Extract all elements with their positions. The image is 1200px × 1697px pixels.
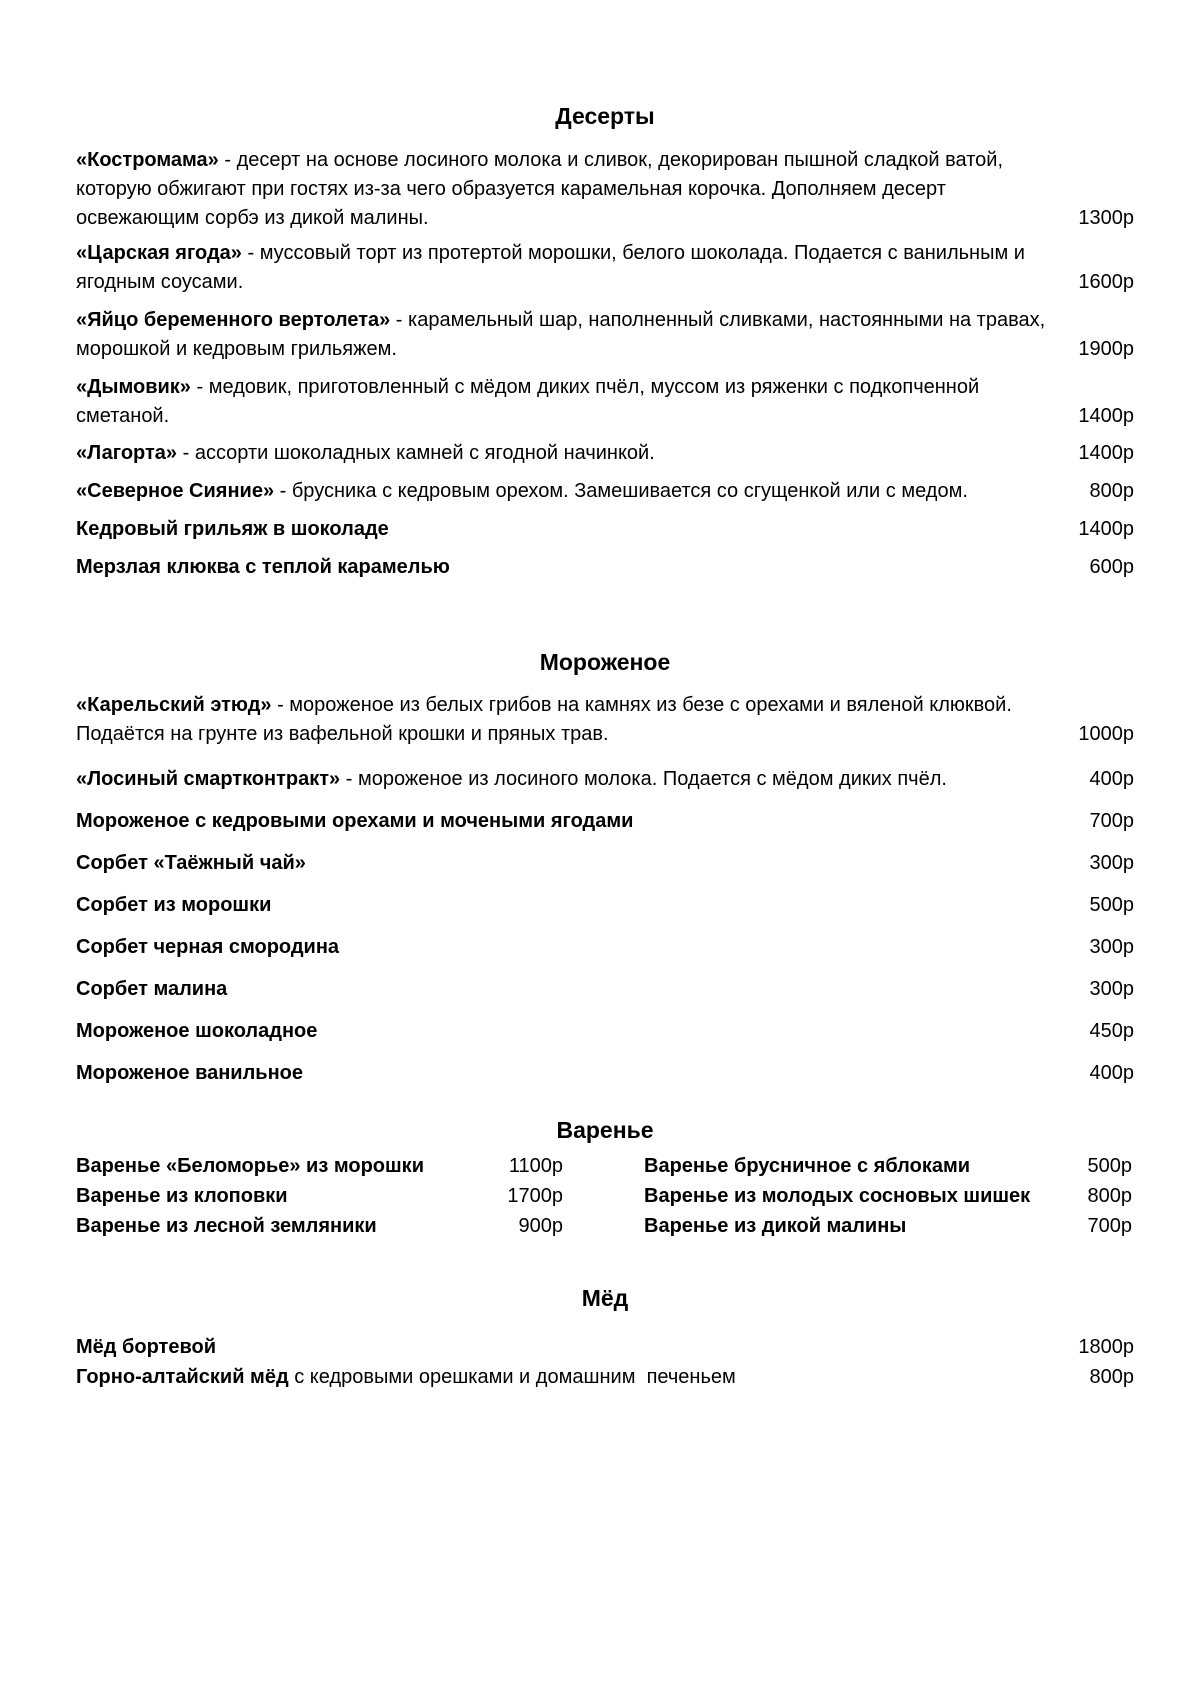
menu-item	[76, 146, 1134, 233]
jam-name: Варенье из клоповки	[76, 1185, 288, 1207]
jam-price: 700р	[1087, 1215, 1132, 1237]
jam-row	[76, 1151, 1134, 1181]
item-price: 800р	[1089, 1366, 1134, 1388]
item-name: Сорбет малина	[76, 978, 228, 1000]
menu-item	[76, 891, 1134, 920]
item-description: - мороженое из лосиного молока. Подается с мёдом диких пчёл.	[340, 768, 947, 790]
item-name: «Лосиный смартконтракт»	[76, 768, 341, 790]
item-price: 700р	[1089, 810, 1134, 832]
menu-item	[76, 691, 1134, 749]
item-name: Сорбет «Таёжный чай»	[76, 852, 306, 874]
item-description: - карамельный шар, наполненный сливками, настоянными на травах, морошкой и кедровым грильяжем.	[76, 309, 1046, 360]
item-name: «Царская ягода»	[76, 242, 242, 264]
jam-name: Варенье из дикой малины	[644, 1215, 907, 1237]
item-name: Мерзлая клюква с теплой карамелью	[76, 556, 450, 578]
item-description: - медовик, приготовленный с мёдом диких пчёл, муссом из ряженки с подкопченной сметаной.	[76, 376, 980, 427]
jam-name: Варенье из лесной земляники	[76, 1215, 377, 1237]
item-price: 400р	[1089, 768, 1134, 790]
menu-item	[76, 1059, 1134, 1088]
item-name: Сорбет из морошки	[76, 894, 272, 916]
jam-price: 800р	[1087, 1185, 1132, 1207]
jam-price: 1100р	[508, 1155, 563, 1177]
menu-item	[76, 239, 1134, 297]
item-description: - муссовый торт из протертой морошки, белого шоколада. Подается с ванильным и ягодным соусами.	[76, 242, 1025, 293]
menu-item	[76, 373, 1134, 431]
menu-item	[76, 306, 1134, 364]
item-price: 300р	[1089, 936, 1134, 958]
section-title-desserts: Десерты	[555, 103, 655, 129]
jam-row	[76, 1211, 1134, 1241]
menu-item	[76, 553, 1134, 582]
item-description: - мороженое из белых грибов на камнях из безе с орехами и вяленой клюквой. Подаётся на грунте из вафельной крошки и пряных трав.	[76, 694, 1012, 745]
item-name: Мороженое с кедровыми орехами и мочеными ягодами	[76, 810, 634, 832]
jam-name: Варенье брусничное с яблоками	[644, 1155, 971, 1177]
item-price: 1900р	[1078, 338, 1134, 360]
item-name: «Карельский этюд»	[76, 694, 272, 716]
item-name: «Северное Сияние»	[76, 480, 275, 502]
item-name: «Костромама»	[76, 149, 219, 171]
jam-price: 500р	[1087, 1155, 1132, 1177]
jam-price: 900р	[518, 1215, 563, 1237]
item-price: 1400р	[1078, 405, 1134, 427]
menu-item	[76, 477, 1134, 506]
item-price: 300р	[1089, 852, 1134, 874]
section-title-honey: Мёд	[581, 1285, 629, 1311]
item-name: «Яйцо беременного вертолета»	[76, 309, 391, 331]
item-name: «Дымовик»	[76, 376, 191, 398]
item-price: 1800р	[1078, 1336, 1134, 1358]
menu-item	[76, 975, 1134, 1004]
menu-item	[76, 1017, 1134, 1046]
menu-item	[76, 765, 1134, 794]
item-price: 400р	[1089, 1062, 1134, 1084]
section-title-jam: Варенье	[556, 1117, 654, 1143]
item-price: 450р	[1089, 1020, 1134, 1042]
jam-row	[76, 1181, 1134, 1211]
item-price: 300р	[1089, 978, 1134, 1000]
item-price: 600р	[1089, 556, 1134, 578]
item-price: 1400р	[1078, 442, 1134, 464]
jam-name: Варенье из молодых сосновых шишек	[644, 1185, 1031, 1207]
menu-item	[76, 439, 1134, 468]
section-title-icecream: Мороженое	[539, 649, 671, 675]
item-name: Мёд бортевой	[76, 1336, 217, 1358]
item-description: с кедровыми орешками и домашним печеньем	[288, 1366, 736, 1388]
item-price: 1600р	[1078, 271, 1134, 293]
jam-price: 1700р	[507, 1185, 563, 1207]
item-price: 500р	[1089, 894, 1134, 916]
item-name: Кедровый грильяж в шоколаде	[76, 518, 389, 540]
item-price: 1300р	[1078, 207, 1134, 229]
item-name: Мороженое ванильное	[76, 1062, 304, 1084]
item-description: - брусника с кедровым орехом. Замешивается со сгущенкой или с медом.	[274, 480, 968, 502]
item-price: 1000р	[1078, 723, 1134, 745]
item-price: 1400р	[1078, 518, 1134, 540]
item-price: 800р	[1089, 480, 1134, 502]
item-name: Сорбет черная смородина	[76, 936, 340, 958]
menu-item	[76, 515, 1134, 544]
item-description: - ассорти шоколадных камней с ягодной начинкой.	[177, 442, 655, 464]
item-name: «Лагорта»	[76, 442, 178, 464]
menu-item	[76, 933, 1134, 962]
item-name: Горно-алтайский мёд	[76, 1366, 289, 1388]
menu-item	[76, 1332, 1134, 1362]
menu-item	[76, 849, 1134, 878]
jam-name: Варенье «Беломорье» из морошки	[76, 1155, 424, 1177]
item-description: - десерт на основе лосиного молока и сливок, декорирован пышной сладкой ватой, которую обжигают при гостях из-за чего образуется карамельная корочка. Дополняем десерт освежающим сорбэ из дикой малины.	[76, 149, 1004, 229]
menu-item	[76, 1362, 1134, 1392]
item-name: Мороженое шоколадное	[76, 1020, 318, 1042]
menu-item	[76, 807, 1134, 836]
